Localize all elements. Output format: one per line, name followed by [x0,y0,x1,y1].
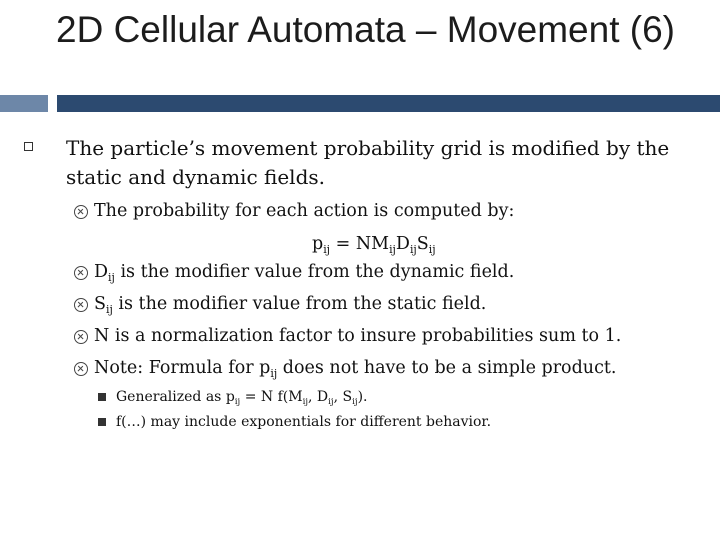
point-probability: The probability for each action is computed by: [94,201,515,221]
gen-b: = N f(M [240,389,303,405]
point-normalization: N is a normalization factor to insure probabilities sum to 1. [94,326,622,346]
gen-e: ). [357,389,368,405]
formula [312,232,436,262]
subpoint-f: f(…) may include exponentials for different behavior. [116,414,492,430]
dij-text: is the modifier value from the dynamic field. [114,262,515,282]
filled-square-bullet-icon [98,393,106,401]
gen-b-sub: ij [302,397,309,408]
circle-x-bullet-icon [74,298,88,312]
circle-x-bullet-icon [74,362,88,376]
slide-title: 2D Cellular Automata – Movement (6) [56,9,675,50]
formula-p-sub: ij [323,242,331,256]
dij-symbol: D [94,262,109,282]
formula-p: p [312,234,324,254]
formula-nm: = NM [330,234,390,254]
main-point: The particle’s movement probability grid is modified by the static and dynamic fields. [66,136,670,189]
note-before: Note: Formula for p [94,358,271,378]
dij-sub: ij [108,270,115,284]
gen-c: , D [308,389,329,405]
note-sub: ij [270,366,278,380]
gen-d-sub: ij [352,397,358,408]
gen-a-sub: ij [234,397,241,408]
circle-x-bullet-icon [74,205,88,219]
sij-symbol: S [94,294,106,314]
formula-d: D [395,234,410,254]
gen-a: Generalized as p [116,389,235,405]
formula-s: S [416,234,429,254]
circle-x-bullet-icon [74,330,88,344]
square-bullet-icon [24,142,33,151]
gen-c-sub: ij [328,397,334,408]
filled-square-bullet-icon [98,418,106,426]
sij-sub: ij [106,302,113,316]
point-dij [94,260,514,290]
note-after: does not have to be a simple product. [277,358,617,378]
formula-s-sub: ij [428,242,436,256]
formula-m-sub: ij [389,242,396,256]
gen-d: , S [333,389,353,405]
formula-d-sub: ij [409,242,417,256]
circle-x-bullet-icon [74,266,88,280]
title-rule-left [0,95,48,112]
subpoint-generalized [116,387,368,412]
point-sij [94,292,486,322]
title-rule-right [57,95,720,112]
sij-text: is the modifier value from the static field. [112,294,487,314]
point-note [94,356,616,386]
